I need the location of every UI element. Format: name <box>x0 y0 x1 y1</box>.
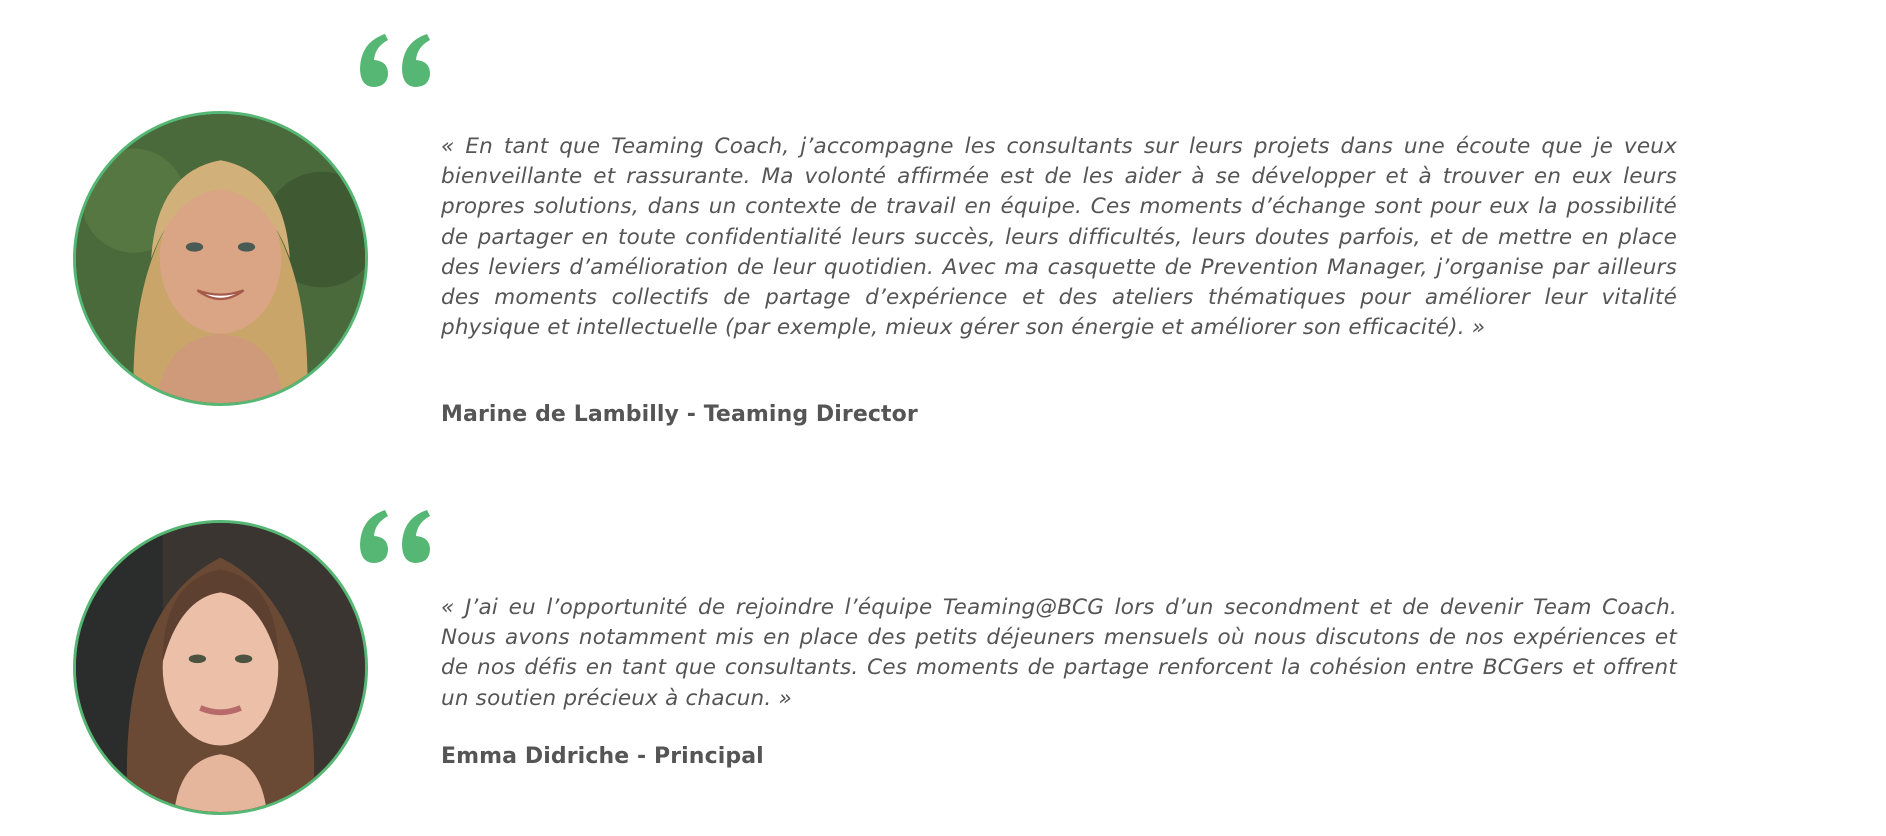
author-photo <box>73 520 368 815</box>
portrait-photo-icon <box>76 523 365 812</box>
testimonial-quote: « J’ai eu l’opportunité de rejoindre l’équipe Teaming@BCG lors d’un secondment et de devenir Team Coach. Nous avons notamment mis en place des petits déjeuners mensuels où nous discutons de nos expériences et de nos défis en tant que consultants. Ces moments de partage renforcent la cohésion entre BCGers et offrent un soutien précieux à chacun. » <box>441 595 1677 711</box>
testimonial-quote: « En tant que Teaming Coach, j’accompagne les consultants sur leurs projets dans une écoute que je veux bienveillante et rassurante. Ma volonté affirmée est de les aider à se développer et à trouver en eux leurs propres solutions, dans un contexte de travail en équipe. Ces moments d’échange sont pour eux la possibilité de partager en toute confidentialité leurs succès, leurs difficultés, leurs doutes parfois, et de mettre en place des leviers d’amélioration de leur quotidien. Avec ma casquette de Prevention Manager, j’organise par ailleurs des moments collectifs de partage d’expérience et des ateliers thématiques pour améliorer leur vitalité physique et intellectuelle (par exemple, mieux gérer son énergie et améliorer son efficacité). » <box>441 134 1677 341</box>
portrait-photo-icon <box>76 114 365 403</box>
author-photo <box>73 111 368 406</box>
quote-mark-icon <box>355 30 435 92</box>
quote-mark-icon <box>355 506 435 568</box>
testimonial-author: Marine de Lambilly - Teaming Director <box>441 402 918 427</box>
testimonial-card <box>0 470 1886 836</box>
testimonial-author: Emma Didriche - Principal <box>441 744 764 769</box>
